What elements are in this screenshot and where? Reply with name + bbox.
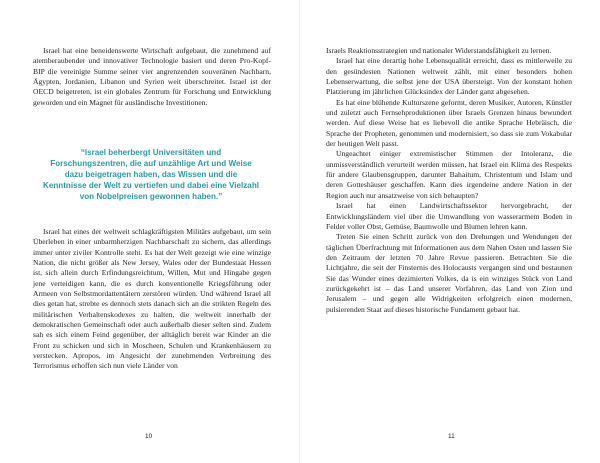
- right-paragraph-5: Israel hat einen Landwirtschaftssektor hervorgebracht, der Entwicklungsländern viel über die Umwandlung von wasserarmem Boden in Felder voller Obst, Gemüse, Baumwolle und Blumen lehren kann.: [326, 201, 572, 231]
- right-paragraph-1: Israels Reaktionsstrategien und nationaler Widerstandsfähigkeit zu lernen.: [326, 46, 552, 55]
- right-paragraph-2: Israel hat eine derartig hohe Lebensqualität erreicht, dass es mittlerweile zu den gesündesten Nationen weltweit zählt, mit einer besonders hohen Lebenserwartung, die selbst jene der USA übersteigt. Von der konstant hohen Platzierung im jährlichen Glücksindex der Länder ganz abgesehen.: [326, 56, 572, 97]
- right-paragraph-6: Treten Sie einen Schritt zurück von den Drehungen und Wendungen der täglichen Überfrachtung mit Informationen aus dem Nahen Osten und lassen Sie den Zeitraum der letzten 70 Jahre Revue passieren. Betrachten Sie die Lichtjahre, die seit der Finsternis des Holocausts vergangen sind und bestaunen Sie das Wunder eines dezimierten Volkes, da is ein winziges Stück von Land zurückgekehrt ist – das Land unserer Vorfahren, das Land von Zion und Jerusalem – und gegen alle Widrigkeiten erfolgreich einen modernen, pulsierenden Staat auf dieses historische Fundament gebaut hat.: [326, 232, 572, 314]
- page-number-left: 10: [145, 433, 153, 440]
- page-number-right: 11: [448, 433, 455, 440]
- right-paragraph-4: Ungeachtet einiger extremistischer Stimmen der Intoleranz, die unmissverständlich verurteilt werden müssen, hat Israel ein Klima des Respekts für andere Glaubensgruppen, darunter Bahaitum, Christentum und Islam und deren Gotteshäuser geschaffen. Kann dies irgendeine andere Nation in der Region auch nur ansatzweise von sich behaupten?: [326, 149, 572, 200]
- left-paragraph-2: Israel hat eines der weltweit schlagkräftigsten Militärs aufgebaut, um sein Überleben in einer unbarmherzigen Nachbarschaft zu sichern, das allerdings immer unter ziviler Kontrolle steht. Es hat der Welt gezeigt wie eine winzige Nation, die nicht größer als New Jersey, Wales oder der Bundestaat Hessen ist, sich allein durch Erfindungsreichtum, Willen, Mut und Hingabe gegen jene verteidigen kann, die es durch konventionelle Kriegsführung oder Armeen von Selbstmordattentätern zerstören würden. Und während Israel all dies getan hat, strebte es dennoch stets danach sich an die strikten Regeln des militärischen Verhaltenskodexes zu halten, die weltweit innerhalb der demokratischen Gemeinschaft oder auch außerhalb dieser selten sind. Zudem sah es sich einem Feind gegenüber, der alltäglich bereit war Kinder an die Front zu schicken und sich in Moscheen, Schulen und Krankenhäusern zu verstecken. Apropos, im Angesicht der zunehmenden Verbreitung des Terrorismus erhoffen sich nun viele Länder von: [33, 227, 271, 371]
- right-paragraph-3: Es hat eine blühende Kulturszene geformt, deren Musiker, Autoren, Künstler und zuletzt auch Fernsehproduktionen über Israels Grenzen hinaus bewundert werden. Auf diese Weise hat es liebevoll die antike Sprache Hebräisch, die Sprache der Propheten, genommen und modernisiert, so dass sie zum Vokabular der heutigen Welt passt.: [326, 97, 572, 149]
- pull-quote: “Israel beherbergt Universitäten und Forschungszentren, die auf unzählige Art und Weise dazu beigetragen haben, das Wissen und die Kenntnisse der Welt zu vertiefen und dabei eine Vielzahl von Nobelpreisen gewonnen haben.”: [42, 148, 260, 201]
- left-bottom-text: [33, 227, 271, 372]
- left-top-text: [33, 46, 271, 108]
- right-text: [326, 46, 572, 315]
- left-paragraph-1: Israel hat eine beneidenswerte Wirtschaft aufgebaut, die zunehmend auf atemberaubender und innovativer Technologie basiert und deren Pro-Kopf-BIP die vereinigte Summe seiner vier angrenzenden souveränen Nachbarn, Ägypten, Jordanien, Libanon und Syrien weit überschreitet. Israel ist der OECD beigetreten, ist ein globales Zentrum für Forschung und Entwicklung geworden und ein Magnet für ausländische Investitionen.: [33, 46, 271, 107]
